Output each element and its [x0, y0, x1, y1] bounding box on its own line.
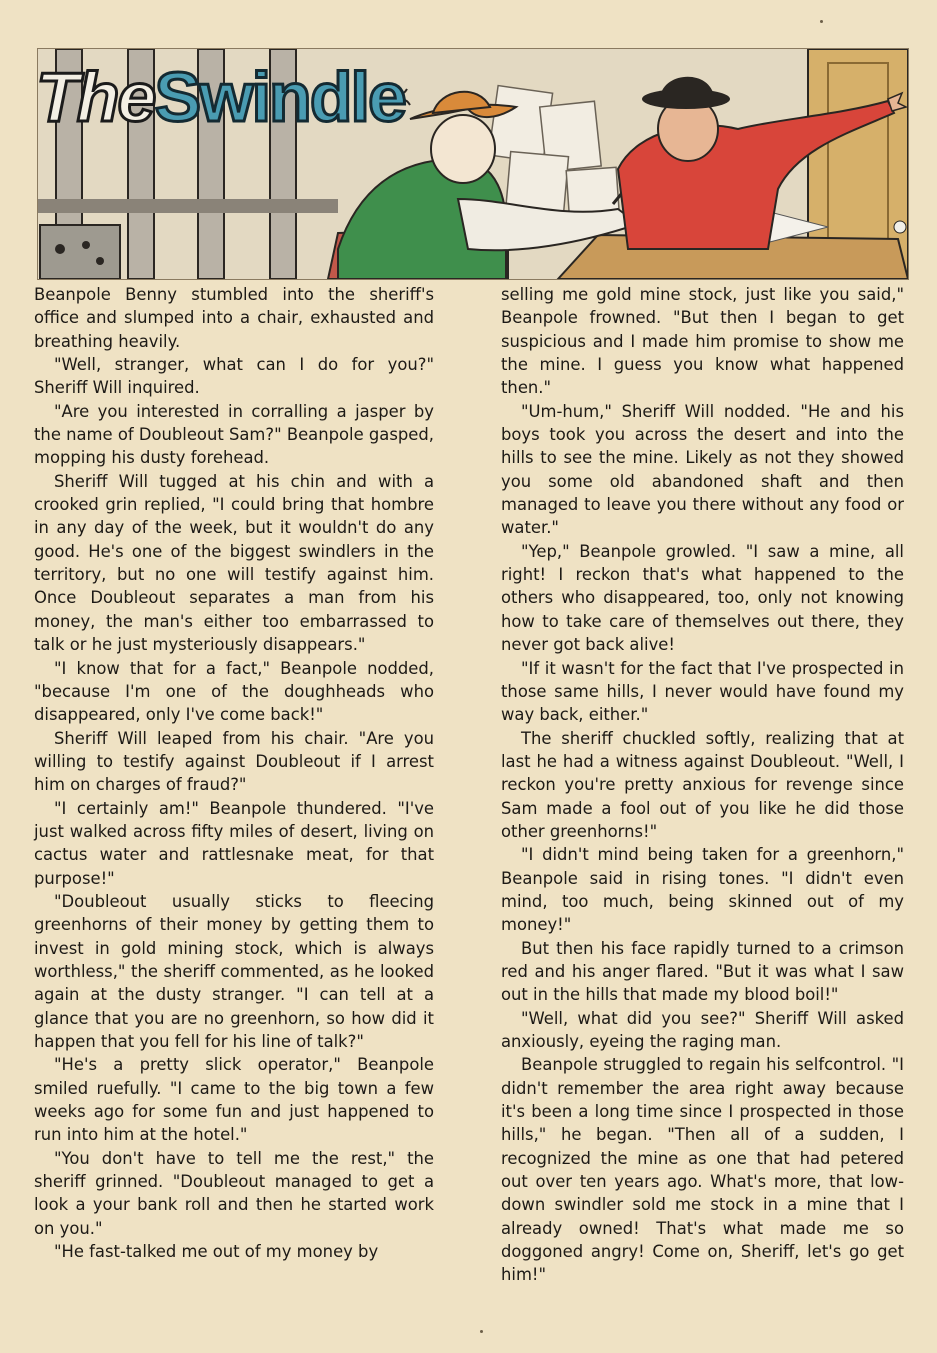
text-column-right — [501, 283, 904, 1287]
text-column-left — [34, 283, 434, 1263]
paragraph: "I know that for a fact," Beanpole nodded, "because I'm one of the doughheads who disappeared, only I've come back!" — [34, 658, 434, 725]
paragraph: "Doubleout usually sticks to fleecing greenhorns of their money by getting them to invest in gold mining stock, which is always worthless," the sheriff commented, as he looked again at the dusty stranger. "I can tell at a glance that you are no greenhorn, so how did it happen that you fell for his line of talk?" — [34, 891, 434, 1051]
paragraph: "I didn't mind being taken for a greenhorn," Beanpole said in rising tones. "I didn't even mind, too much, being skinned out of my money!" — [501, 845, 904, 935]
paper-speck — [820, 20, 823, 23]
paragraph: "He's a pretty slick operator," Beanpole smiled ruefully. "I came to the big town a few weeks ago for some fun and just happened to run into him at the hotel." — [34, 1055, 434, 1145]
paragraph: "Are you interested in corralling a jasper by the name of Doubleout Sam?" Beanpole gasped, mopping his dusty forehead. — [34, 401, 434, 468]
paragraph: Sheriff Will leaped from his chair. "Are you willing to testify against Doubleout if I arrest him on charges of fraud?" — [34, 728, 434, 795]
paragraph: Sheriff Will tugged at his chin and with a crooked grin replied, "I could bring that hombre in any day of the week, but it wouldn't do any good. He's one of the biggest swindlers in the territory, but no one will testify against him. Once Doubleout separates a man from his money, the man's either too embarrassed to talk or he just mysteriously disappears." — [34, 471, 434, 655]
paragraph: "Um-hum," Sheriff Will nodded. "He and his boys took you across the desert and into the hills to see the mine. Likely as not they showed you some old abandoned shaft and then managed to leave you there without any food or water." — [501, 401, 904, 538]
paragraph: "I certainly am!" Beanpole thundered. "I've just walked across fifty miles of desert, living on cactus water and rattlesnake meat, for that purpose!" — [34, 798, 434, 888]
paper-speck — [480, 1330, 483, 1333]
paragraph: "Yep," Beanpole growled. "I saw a mine, all right! I reckon that's what happened to the others who disappeared, too, only not knowing how to take care of themselves out there, they never got back alive! — [501, 541, 904, 655]
paragraph: selling me gold mine stock, just like you said," Beanpole frowned. "But then I began to get suspicious and I made him promise to show me the mine. I guess you know what happened then." — [501, 285, 904, 398]
paragraph: "Well, what did you see?" Sheriff Will asked anxiously, eyeing the raging man. — [501, 1008, 904, 1051]
paragraph: "If it wasn't for the fact that I've prospected in those same hills, I never would have found my way back, either." — [501, 658, 904, 725]
paragraph: "He fast-talked me out of my money by — [54, 1242, 379, 1262]
paragraph: "You don't have to tell me the rest," the sheriff grinned. "Doubleout managed to get a look a your bank roll and then he started work on you." — [34, 1148, 434, 1238]
paragraph: But then his face rapidly turned to a crimson red and his anger flared. "But it was what I saw out in the hills that made my blood boil!" — [501, 938, 904, 1005]
story-title — [36, 58, 405, 136]
paragraph: "Well, stranger, what can I do for you?" Sheriff Will inquired. — [34, 355, 434, 398]
paragraph: Beanpole Benny stumbled into the sheriff's office and slumped into a chair, exhausted and breathing heavily. — [34, 285, 434, 351]
paragraph: Beanpole struggled to regain his selfcontrol. "I didn't remember the area right away because it's been a long time since I prospected in those hills," he began. "Then all of a sudden, I recognized the mine as one that had petered out over ten years ago. What's more, that low-down swindler sold me stock in a mine that I already owned! That's what made me so doggoned angry! Come on, Sheriff, let's go get him!" — [501, 1055, 904, 1285]
paragraph: The sheriff chuckled softly, realizing that at last he had a witness against Doubleout. "Well, I reckon you're pretty anxious for revenge since Sam made a fool out of you like he did those other greenhorns!" — [501, 728, 904, 841]
title-the: The — [36, 58, 155, 136]
lock-box — [40, 225, 120, 279]
title-swindle: Swindle — [154, 58, 405, 136]
